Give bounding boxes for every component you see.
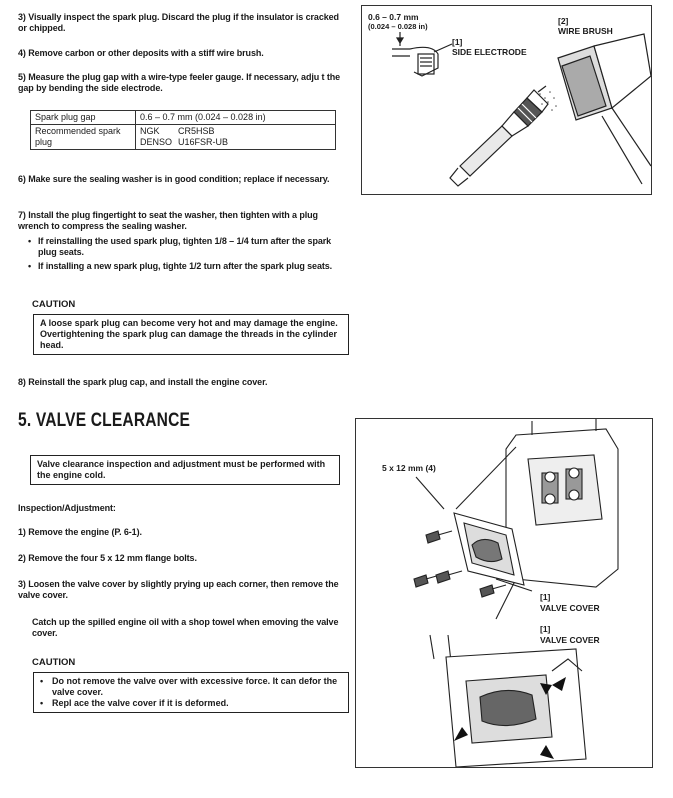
valve-step-2 (18, 553, 343, 564)
caution-heading: CAUTION (32, 657, 76, 668)
step-number: 1) (18, 527, 26, 537)
spec-label: Recommended spark plug (31, 125, 136, 150)
step-text: Remove the engine (P. 6-1). (28, 527, 142, 537)
step-text: Make sure the sealing washer is in good condition; replace if necessary. (28, 174, 330, 184)
step-number: 5) (18, 72, 26, 82)
step-number: 2) (18, 553, 26, 563)
step-7-bullet-1 (28, 236, 343, 258)
step-5 (18, 72, 343, 94)
bullet-text: If installing a new spark plug, tighte 1/2 turn after the spark plug seats. (38, 261, 333, 271)
valve-cover-label: VALVE COVER (540, 603, 600, 613)
notice-box (30, 455, 340, 485)
step-text: Remove carbon or other deposits with a stiff wire brush. (28, 48, 264, 58)
plug-brand: DENSO (140, 137, 173, 147)
gap-value-inch-label: (0.024 – 0.028 in) (368, 22, 428, 31)
bullet-marker: • (28, 261, 32, 271)
plug-model: CR5HSB (178, 126, 215, 136)
step-number: 6) (18, 174, 26, 184)
valve-note: Catch up the spilled engine oil with a shop towel when emoving the valve cover. (32, 617, 339, 638)
caution-bullet (40, 698, 342, 709)
bullet-marker: • (40, 676, 44, 686)
bullet-text: Do not remove the valve over with excessive force. It can defor the valve cover. (52, 676, 338, 697)
bullet-text: If reinstalling the used spark plug, tighten 1/8 – 1/4 turn after the spark plug seats. (38, 236, 332, 257)
notice-text: Valve clearance inspection and adjustment must be performed with the engine cold. (37, 459, 326, 480)
caution-text: A loose spark plug can become very hot and may damage the engine. Overtightening the spark plug can damage the threads in the cylinder head. (40, 318, 338, 350)
spec-label: Spark plug gap (31, 111, 136, 125)
bolt-size-label: 5 x 12 mm (4) (382, 463, 436, 473)
plug-brand: NGK (140, 126, 160, 136)
side-electrode-label: SIDE ELECTRODE (452, 47, 527, 57)
table-row (31, 125, 336, 150)
step-3 (18, 12, 343, 34)
valve-cover-illustration (356, 419, 652, 767)
step-number: 3) (18, 12, 26, 22)
valve-step-3 (18, 579, 343, 601)
step-text: Remove the four 5 x 12 mm flange bolts. (28, 553, 197, 563)
callout-number: [1] (452, 37, 463, 47)
wire-brush-icon (558, 34, 651, 184)
bullet-text: Repl ace the valve cover if it is deformed. (52, 698, 229, 708)
plug-model: U16FSR-UB (178, 137, 229, 147)
step-number: 3) (18, 579, 26, 589)
step-4 (18, 48, 343, 59)
bullet-marker: • (40, 698, 44, 708)
step-number: 8) (18, 377, 26, 387)
callout-number: [1] (540, 592, 551, 602)
spark-plug-spec-table (30, 110, 336, 150)
step-8 (18, 377, 343, 388)
step-text: Measure the plug gap with a wire-type feeler gauge. If necessary, adju t the gap by bending the side electrode. (18, 72, 341, 93)
spark-plug-illustration (362, 6, 651, 194)
table-row (31, 111, 336, 125)
step-number: 4) (18, 48, 26, 58)
spark-plug-figure (361, 5, 652, 195)
bullet-marker: • (28, 236, 32, 246)
valve-cover-figure (355, 418, 653, 768)
step-number: 7) (18, 210, 26, 220)
caution-bullet (40, 676, 342, 698)
spark-plug-icon (450, 86, 548, 186)
spec-value (136, 125, 336, 150)
callout-number: [1] (540, 624, 551, 634)
step-text: Reinstall the spark plug cap, and install the engine cover. (28, 377, 268, 387)
step-text: Visually inspect the spark plug. Discard the plug if the insulator is cracked or chipped. (18, 12, 339, 33)
step-7 (18, 210, 343, 232)
step-6 (18, 174, 343, 185)
step-text: Loosen the valve cover by slightly prying up each corner, then remove the valve cover. (18, 579, 339, 600)
caution-box (33, 314, 349, 355)
spec-value: 0.6 – 0.7 mm (0.024 – 0.028 in) (136, 111, 336, 125)
caution-box (33, 672, 349, 713)
caution-heading: CAUTION (32, 299, 76, 310)
wire-brush-label: WIRE BRUSH (558, 26, 613, 36)
valve-step-1 (18, 527, 343, 538)
step-7-bullet-2 (28, 261, 343, 272)
gap-value-label: 0.6 – 0.7 mm (368, 12, 419, 22)
callout-number: [2] (558, 16, 569, 26)
section-subheading: Inspection/Adjustment: (18, 503, 116, 513)
section-title: 5. VALVE CLEARANCE (18, 410, 191, 431)
step-text: Install the plug fingertight to seat the washer, then tighten with a plug wrench to compress the sealing washer. (18, 210, 318, 231)
valve-cover-label: VALVE COVER (540, 635, 600, 645)
